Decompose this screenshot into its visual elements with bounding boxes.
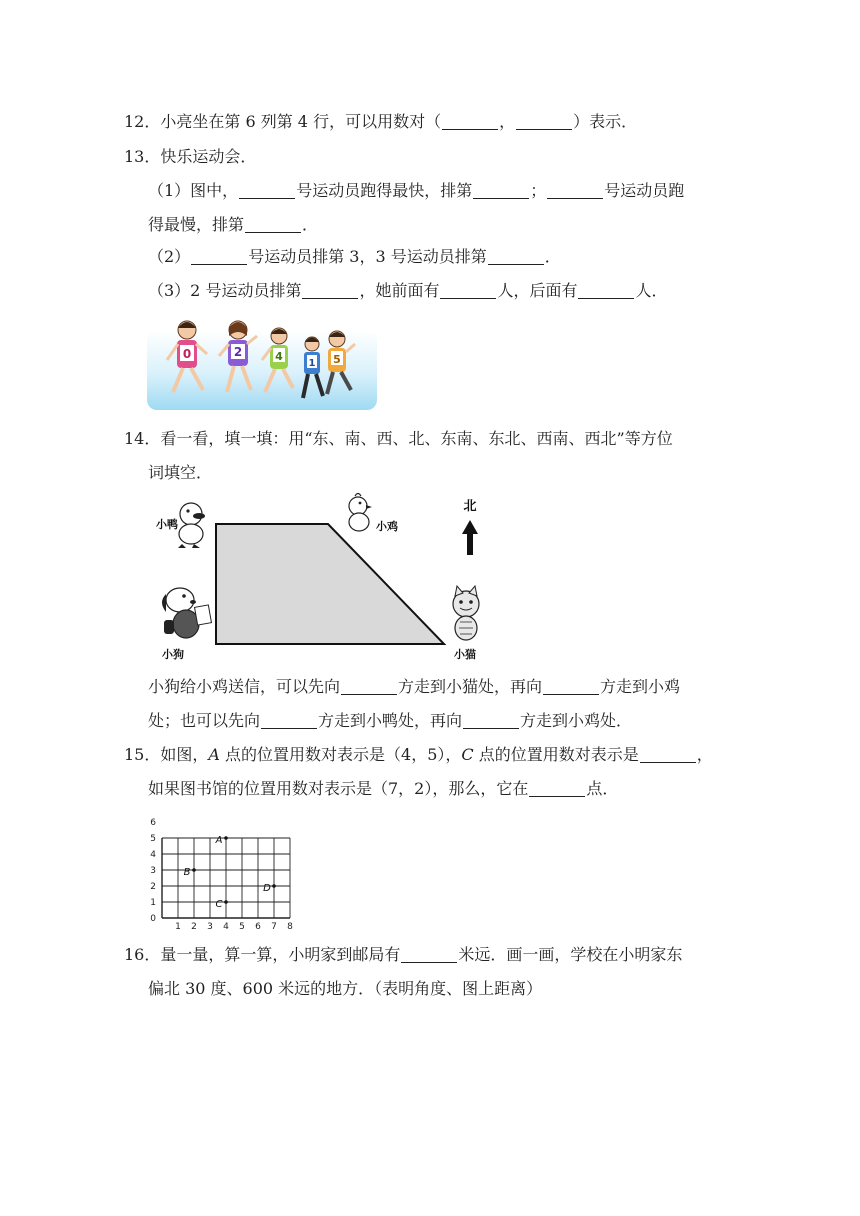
duck-icon: [178, 503, 205, 548]
north-label: 北: [463, 499, 477, 514]
grid-point-label: A: [215, 835, 223, 846]
trapezoid-shape: [216, 524, 444, 644]
question-13-part-1: [148, 180, 684, 202]
grid-point-label: D: [263, 883, 271, 894]
answer-blank[interactable]: [401, 946, 457, 963]
q14s2-text: 方走到小鸭处，再向: [318, 711, 463, 730]
grid-point-d: [272, 884, 276, 888]
y-tick-label: 6: [150, 818, 156, 828]
q13p3-text: （3）2 号运动员排第: [148, 281, 302, 300]
answer-blank[interactable]: [245, 216, 301, 233]
q12-text-b: ，: [499, 112, 516, 131]
answer-blank[interactable]: [488, 248, 544, 265]
answer-blank[interactable]: [529, 780, 585, 797]
x-tick-label: 2: [191, 922, 197, 932]
answer-blank[interactable]: [302, 282, 358, 299]
x-tick-label: 7: [271, 922, 277, 932]
y-tick-label: 5: [150, 834, 156, 844]
grid-points: [184, 835, 276, 910]
q15-point-A: A: [208, 745, 220, 764]
grid-point-a: [224, 836, 228, 840]
answer-blank[interactable]: [543, 678, 599, 695]
x-tick-label: 1: [175, 922, 181, 932]
answer-blank[interactable]: [463, 712, 519, 729]
q15-text: ，: [696, 745, 713, 764]
question-13-title: 13．快乐运动会．: [124, 147, 257, 166]
answer-blank[interactable]: [640, 746, 696, 763]
q16-text: 16．量一量，算一算，小明家到邮局有: [124, 945, 401, 964]
q13p1-text: 号运动员跑得最快，排第: [296, 181, 473, 200]
q15-text: 点的位置用数对表示是: [473, 745, 639, 764]
question-14: 14．看一看，填一填：用“东、南、西、北、东南、东北、西南、西北”等方位: [124, 429, 673, 448]
q13p2-text: ．: [544, 247, 561, 266]
question-15: [124, 744, 713, 766]
q13p1-text: 得最慢，排第: [148, 215, 245, 234]
answer-blank[interactable]: [578, 282, 634, 299]
answer-blank[interactable]: [341, 678, 397, 695]
grid-lines: [162, 838, 290, 918]
duck-label: 小鸭: [156, 518, 178, 531]
dog-icon: [162, 588, 211, 638]
grid-point-label: B: [183, 867, 191, 878]
q14s2-text: 方走到小鸡处．: [520, 711, 633, 730]
q14s1-text: 方走到小鸡: [600, 677, 681, 696]
runner-number: 1: [308, 358, 316, 369]
q13p1-text: （1）图中，: [148, 181, 239, 200]
grid-point-c: [224, 900, 228, 904]
y-tick-label: 2: [150, 882, 156, 892]
runner-number: 5: [333, 353, 341, 366]
question-14-sentence-2: [148, 710, 632, 732]
q14s1-text: 小狗给小鸡送信，可以先向: [148, 677, 341, 696]
q15-point-C: C: [461, 745, 474, 764]
q13p3-text: ，她前面有: [359, 281, 440, 300]
answer-blank[interactable]: [442, 113, 498, 130]
answer-blank[interactable]: [239, 182, 295, 199]
runner-number: 0: [182, 347, 192, 361]
direction-map-figure: [148, 490, 498, 662]
q16-text: 米远．画一画，学校在小明家东: [458, 945, 683, 964]
runners-figure: [147, 316, 377, 412]
grid-point-b: [192, 868, 196, 872]
origin-label: 0: [150, 914, 156, 924]
cat-icon: [453, 586, 479, 640]
question-13-part-1-cont: [148, 214, 318, 236]
dog-label: 小狗: [162, 648, 184, 661]
answer-blank[interactable]: [440, 282, 496, 299]
answer-blank[interactable]: [547, 182, 603, 199]
cat-label: 小猫: [454, 648, 476, 661]
answer-blank[interactable]: [191, 248, 247, 265]
q15-text: 15．如图，: [124, 745, 209, 764]
q14s2-text: 处；也可以先向: [148, 711, 261, 730]
y-tick-label: 4: [150, 850, 156, 860]
q15-text: 点．: [586, 779, 619, 798]
x-tick-label: 6: [255, 922, 261, 932]
question-15-cont: [148, 778, 618, 800]
q12-text-a: 12．小亮坐在第 6 列第 4 行，可以用数对（: [124, 112, 442, 131]
chick-icon: [349, 494, 372, 532]
q13p2-text: （2）: [148, 247, 191, 266]
q13p1-text: 号运动员跑: [604, 181, 685, 200]
question-16: [124, 944, 682, 966]
x-tick-label: 8: [287, 922, 293, 932]
q15-text: 如果图书馆的位置用数对表示是（7，2），那么，它在: [148, 779, 529, 798]
y-tick-label: 3: [150, 866, 156, 876]
q15-text: 点的位置用数对表示是（4，5），: [219, 745, 462, 764]
question-14-sentence-1: [148, 676, 680, 698]
q13p3-text: 人，后面有: [497, 281, 578, 300]
coordinate-grid-figure: [144, 808, 296, 932]
chick-label: 小鸡: [376, 520, 398, 533]
question-14-cont: 词填空．: [148, 463, 213, 482]
x-tick-label: 5: [239, 922, 245, 932]
answer-blank[interactable]: [516, 113, 572, 130]
x-tick-label: 3: [207, 922, 213, 932]
q13p3-text: 人．: [635, 281, 668, 300]
question-12: [124, 111, 637, 133]
runner-number: 2: [233, 345, 243, 359]
grid-point-label: C: [215, 899, 223, 910]
q13p1-text: ；: [530, 181, 547, 200]
question-16-cont: 偏北 30 度、600 米远的地方．（表明角度、图上距离）: [148, 979, 543, 998]
y-tick-label: 1: [150, 898, 156, 908]
answer-blank[interactable]: [261, 712, 317, 729]
question-13-part-2: [148, 246, 561, 268]
q13p2-text: 号运动员排第 3，3 号运动员排第: [248, 247, 487, 266]
q14s1-text: 方走到小猫处，再向: [398, 677, 543, 696]
north-arrow-icon: [462, 520, 478, 555]
answer-blank[interactable]: [473, 182, 529, 199]
q12-text-c: ）表示．: [573, 112, 638, 131]
runner-number: 4: [275, 350, 283, 363]
q13p1-text: ．: [302, 215, 319, 234]
x-tick-label: 4: [223, 922, 229, 932]
question-13-part-3: [148, 280, 668, 302]
